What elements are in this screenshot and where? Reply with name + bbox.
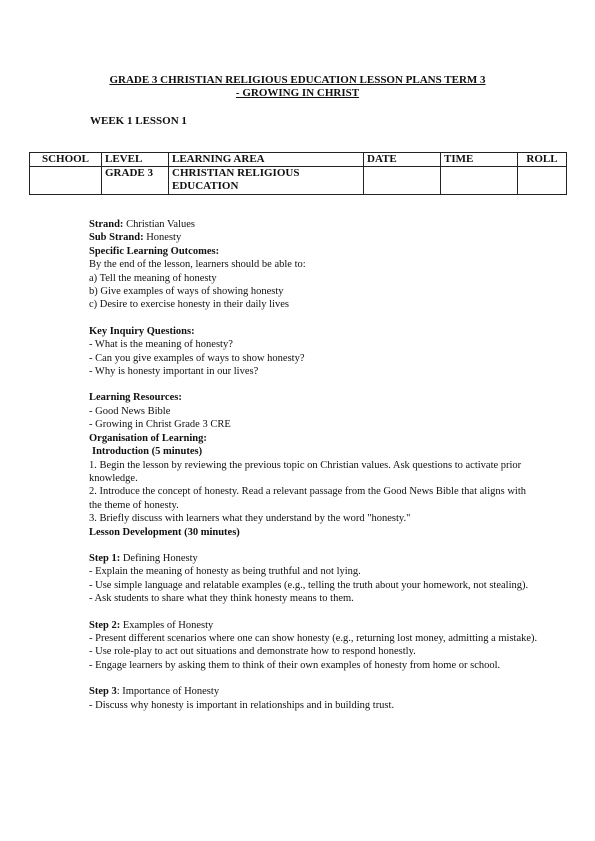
introduction-heading: Introduction (5 minutes) <box>92 446 203 458</box>
strand-value: Christian Values <box>126 219 195 230</box>
step-2-label: Step 2: <box>89 619 121 631</box>
list-item: a) Tell the meaning of honesty <box>89 272 217 284</box>
cell-level: GRADE 3 <box>102 167 169 195</box>
step-2-title: Examples of Honesty <box>122 619 214 631</box>
list-item: - Good News Bible <box>89 405 171 417</box>
list-item: - Can you give examples of ways to show honesty? <box>89 352 305 364</box>
header-date: DATE <box>364 153 441 167</box>
strand-line <box>89 218 539 231</box>
development-heading: Lesson Development (30 minutes) <box>89 526 240 538</box>
step-1-label: Step 1: <box>89 552 121 564</box>
list-item: b) Give examples of ways of showing honesty <box>89 286 284 298</box>
sub-strand-line <box>89 231 539 244</box>
kiq-heading: Key Inquiry Questions: <box>89 325 195 337</box>
list-item: 1. Begin the lesson by reviewing the previous topic on Christian values. Ask questions to activate prior knowledge. <box>89 459 522 484</box>
list-item: - Engage learners by asking them to think of their own examples of honesty from home or school. <box>89 659 501 671</box>
step-3-label: Step 3 <box>89 686 117 698</box>
list-item: - What is the meaning of honesty? <box>89 339 233 351</box>
title-line-2: - GROWING IN CHRIST <box>235 87 360 99</box>
header-school: SCHOOL <box>30 153 102 167</box>
cell-date <box>364 167 441 195</box>
step-1-heading <box>89 552 539 565</box>
document-title <box>60 74 535 100</box>
header-level: LEVEL <box>102 153 169 167</box>
list-item: - Explain the meaning of honesty as being truthful and not lying. <box>89 566 361 578</box>
list-item: c) Desire to exercise honesty in their daily lives <box>89 299 290 311</box>
table-row <box>30 167 567 195</box>
slo-intro: By the end of the lesson, learners should be able to: <box>89 259 306 271</box>
header-learning-area: LEARNING AREA <box>169 153 364 167</box>
strand-label: Strand: <box>89 219 124 230</box>
sub-strand-value: Honesty <box>146 232 182 244</box>
header-time: TIME <box>441 153 518 167</box>
list-item: - Ask students to share what they think honesty means to them. <box>89 593 354 605</box>
step-3-title: : Importance of Honesty <box>116 686 220 698</box>
list-item: - Growing in Christ Grade 3 CRE <box>89 419 231 431</box>
table-header-row <box>30 153 567 167</box>
list-item: - Why is honesty important in our lives? <box>89 366 259 378</box>
slo-heading: Specific Learning Outcomes: <box>89 245 220 257</box>
week-lesson-label: WEEK 1 LESSON 1 <box>90 115 187 127</box>
resources-heading: Learning Resources: <box>89 392 182 404</box>
cell-learning-area: CHRISTIAN RELIGIOUS EDUCATION <box>169 167 364 195</box>
cell-school <box>30 167 102 195</box>
sub-strand-label: Sub Strand: <box>89 232 144 244</box>
cell-time <box>441 167 518 195</box>
organisation-heading: Organisation of Learning: <box>89 432 207 444</box>
header-roll: ROLL <box>518 153 567 167</box>
step-2-heading <box>89 619 539 632</box>
list-item: 3. Briefly discuss with learners what they understand by the word "honesty." <box>89 513 411 525</box>
step-3-heading <box>89 685 539 698</box>
list-item: - Use simple language and relatable examples (e.g., telling the truth about your homework, not stealing). <box>89 579 529 591</box>
list-item: - Discuss why honesty is important in relationships and in building trust. <box>89 699 395 711</box>
cell-roll <box>518 167 567 195</box>
lesson-body <box>89 218 539 712</box>
title-line-1: GRADE 3 CHRISTIAN RELIGIOUS EDUCATION LESSON PLANS TERM 3 <box>109 74 486 86</box>
step-1-title: Defining Honesty <box>122 552 198 564</box>
lesson-info-table <box>29 152 567 195</box>
list-item: 2. Introduce the concept of honesty. Read a relevant passage from the Good News Bible that aligns with the theme of honesty. <box>89 486 526 511</box>
list-item: - Present different scenarios where one can show honesty (e.g., returning lost money, admitting a mistake). <box>89 632 538 644</box>
list-item: - Use role-play to act out situations and demonstrate how to respond honestly. <box>89 646 416 658</box>
